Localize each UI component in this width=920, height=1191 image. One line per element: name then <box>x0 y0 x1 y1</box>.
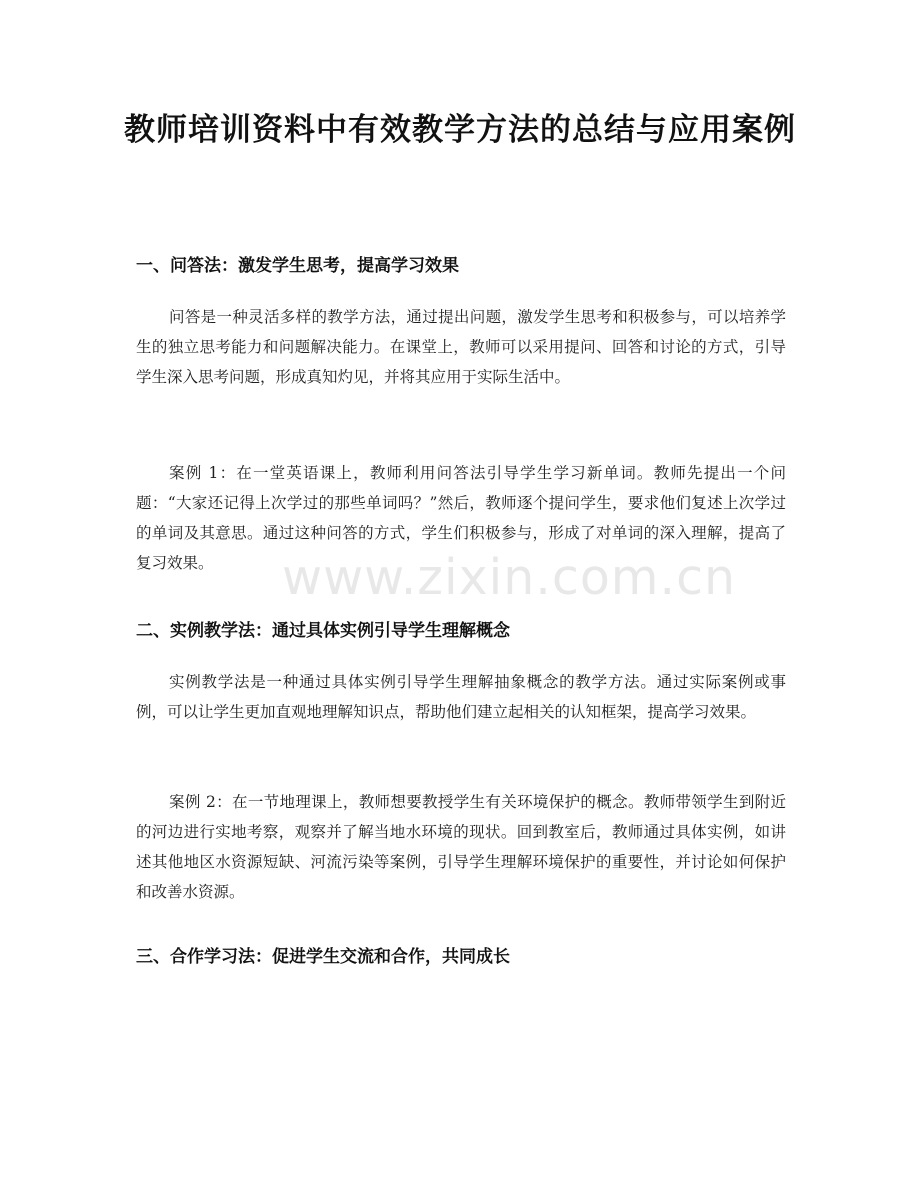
section-heading-2: 二、实例教学法：通过具体实例引导学生理解概念 <box>136 621 510 641</box>
document-title: 教师培训资料中有效教学方法的总结与应用案例 <box>124 112 796 148</box>
section-heading-1: 一、问答法：激发学生思考，提高学习效果 <box>136 256 459 276</box>
section-1-paragraph-1: 问答是一种灵活多样的教学方法，通过提出问题，激发学生思考和积极参与，可以培养学生的独立思考能力和问题解决能力。在课堂上，教师可以采用提问、回答和讨论的方式，引导学生深入思考问题，形成真知灼见，并将其应用于实际生活中。 <box>136 308 786 386</box>
section-heading-3: 三、合作学习法：促进学生交流和合作，共同成长 <box>136 947 510 967</box>
watermark: www.zixin.com.cn <box>282 549 737 606</box>
section-2-paragraph-1: 实例教学法是一种通过具体实例引导学生理解抽象概念的教学方法。通过实际案例或事例，可以让学生更加直观地理解知识点，帮助他们建立起相关的认知框架，提高学习效果。 <box>136 673 786 721</box>
section-2-paragraph-2: 案例 2：在一节地理课上，教师想要教授学生有关环境保护的概念。教师带领学生到附近的河边进行实地考察，观察并了解当地水环境的现状。回到教室后，教师通过具体实例，如讲述其他地区水资源短缺、河流污染等案例，引导学生理解环境保护的重要性，并讨论如何保护和改善水资源。 <box>136 793 786 901</box>
section-1-paragraph-2: 案例 1：在一堂英语课上，教师利用问答法引导学生学习新单词。教师先提出一个问题：“大家还记得上次学过的那些单词吗？”然后，教师逐个提问学生，要求他们复述上次学过的单词及其意思。通过这种问答的方式，学生们积极参与，形成了对单词的深入理解，提高了复习效果。 <box>136 464 786 572</box>
